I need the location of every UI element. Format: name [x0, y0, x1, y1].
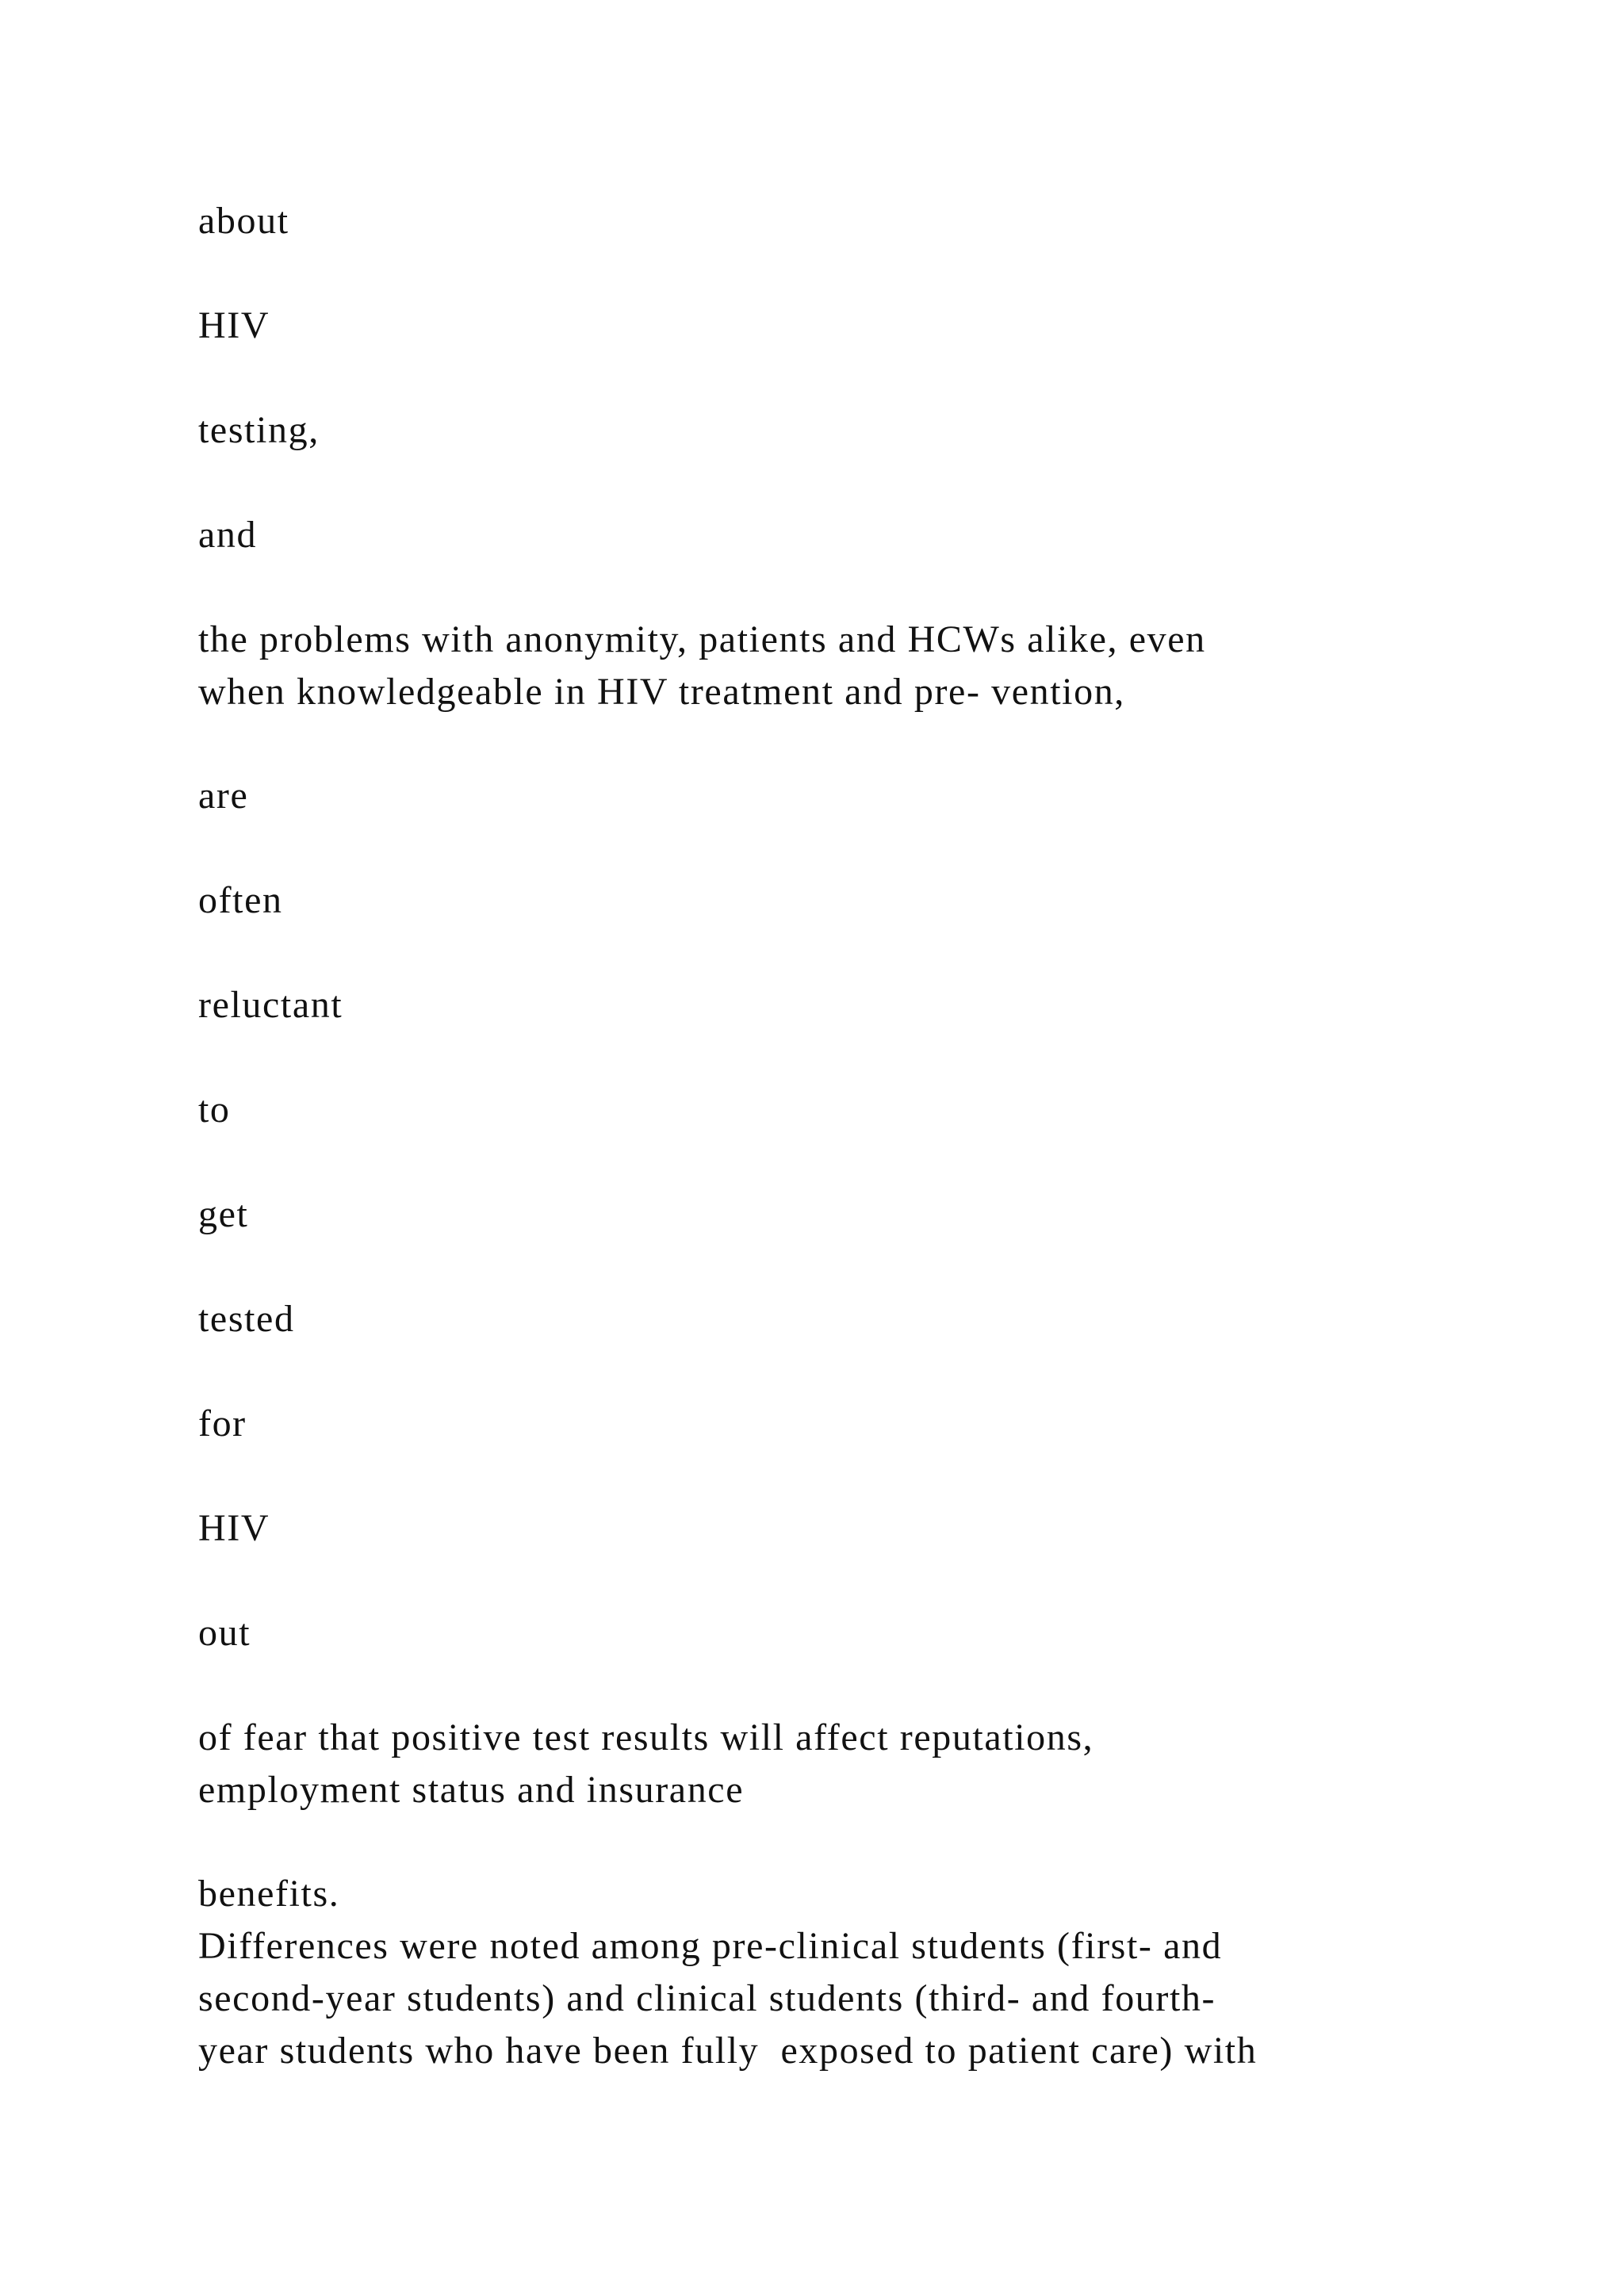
paragraph-about: about: [198, 200, 289, 242]
paragraph-hiv-second: HIV: [198, 1507, 270, 1549]
paragraph-to: to: [198, 1089, 231, 1131]
paragraph-testing: testing,: [198, 409, 320, 451]
paragraph-are: are: [198, 775, 249, 817]
paragraph-tested: tested: [198, 1298, 295, 1340]
paragraph-reluctant: reluctant: [198, 984, 343, 1026]
paragraph-anonymity: the problems with anonymity, patients and HCWs alike, even when knowledgeable in HIV treatment and pre- vention,: [198, 618, 1206, 713]
paragraph-often: often: [198, 879, 283, 921]
paragraph-and: and: [198, 514, 258, 556]
paragraph-out: out: [198, 1612, 251, 1654]
paragraph-benefits-differences: benefits. Differences were noted among pre-clinical students (first- and second-year students) and clinical students (third- and fourth- year students who have been fully exposed to patient care) with: [198, 1873, 1258, 2072]
paragraph-hiv: HIV: [198, 304, 270, 346]
paragraph-get: get: [198, 1193, 249, 1235]
paragraph-for: for: [198, 1402, 247, 1445]
paragraph-fear: of fear that positive test results will affect reputations, employment status and insurance: [198, 1716, 1094, 1811]
